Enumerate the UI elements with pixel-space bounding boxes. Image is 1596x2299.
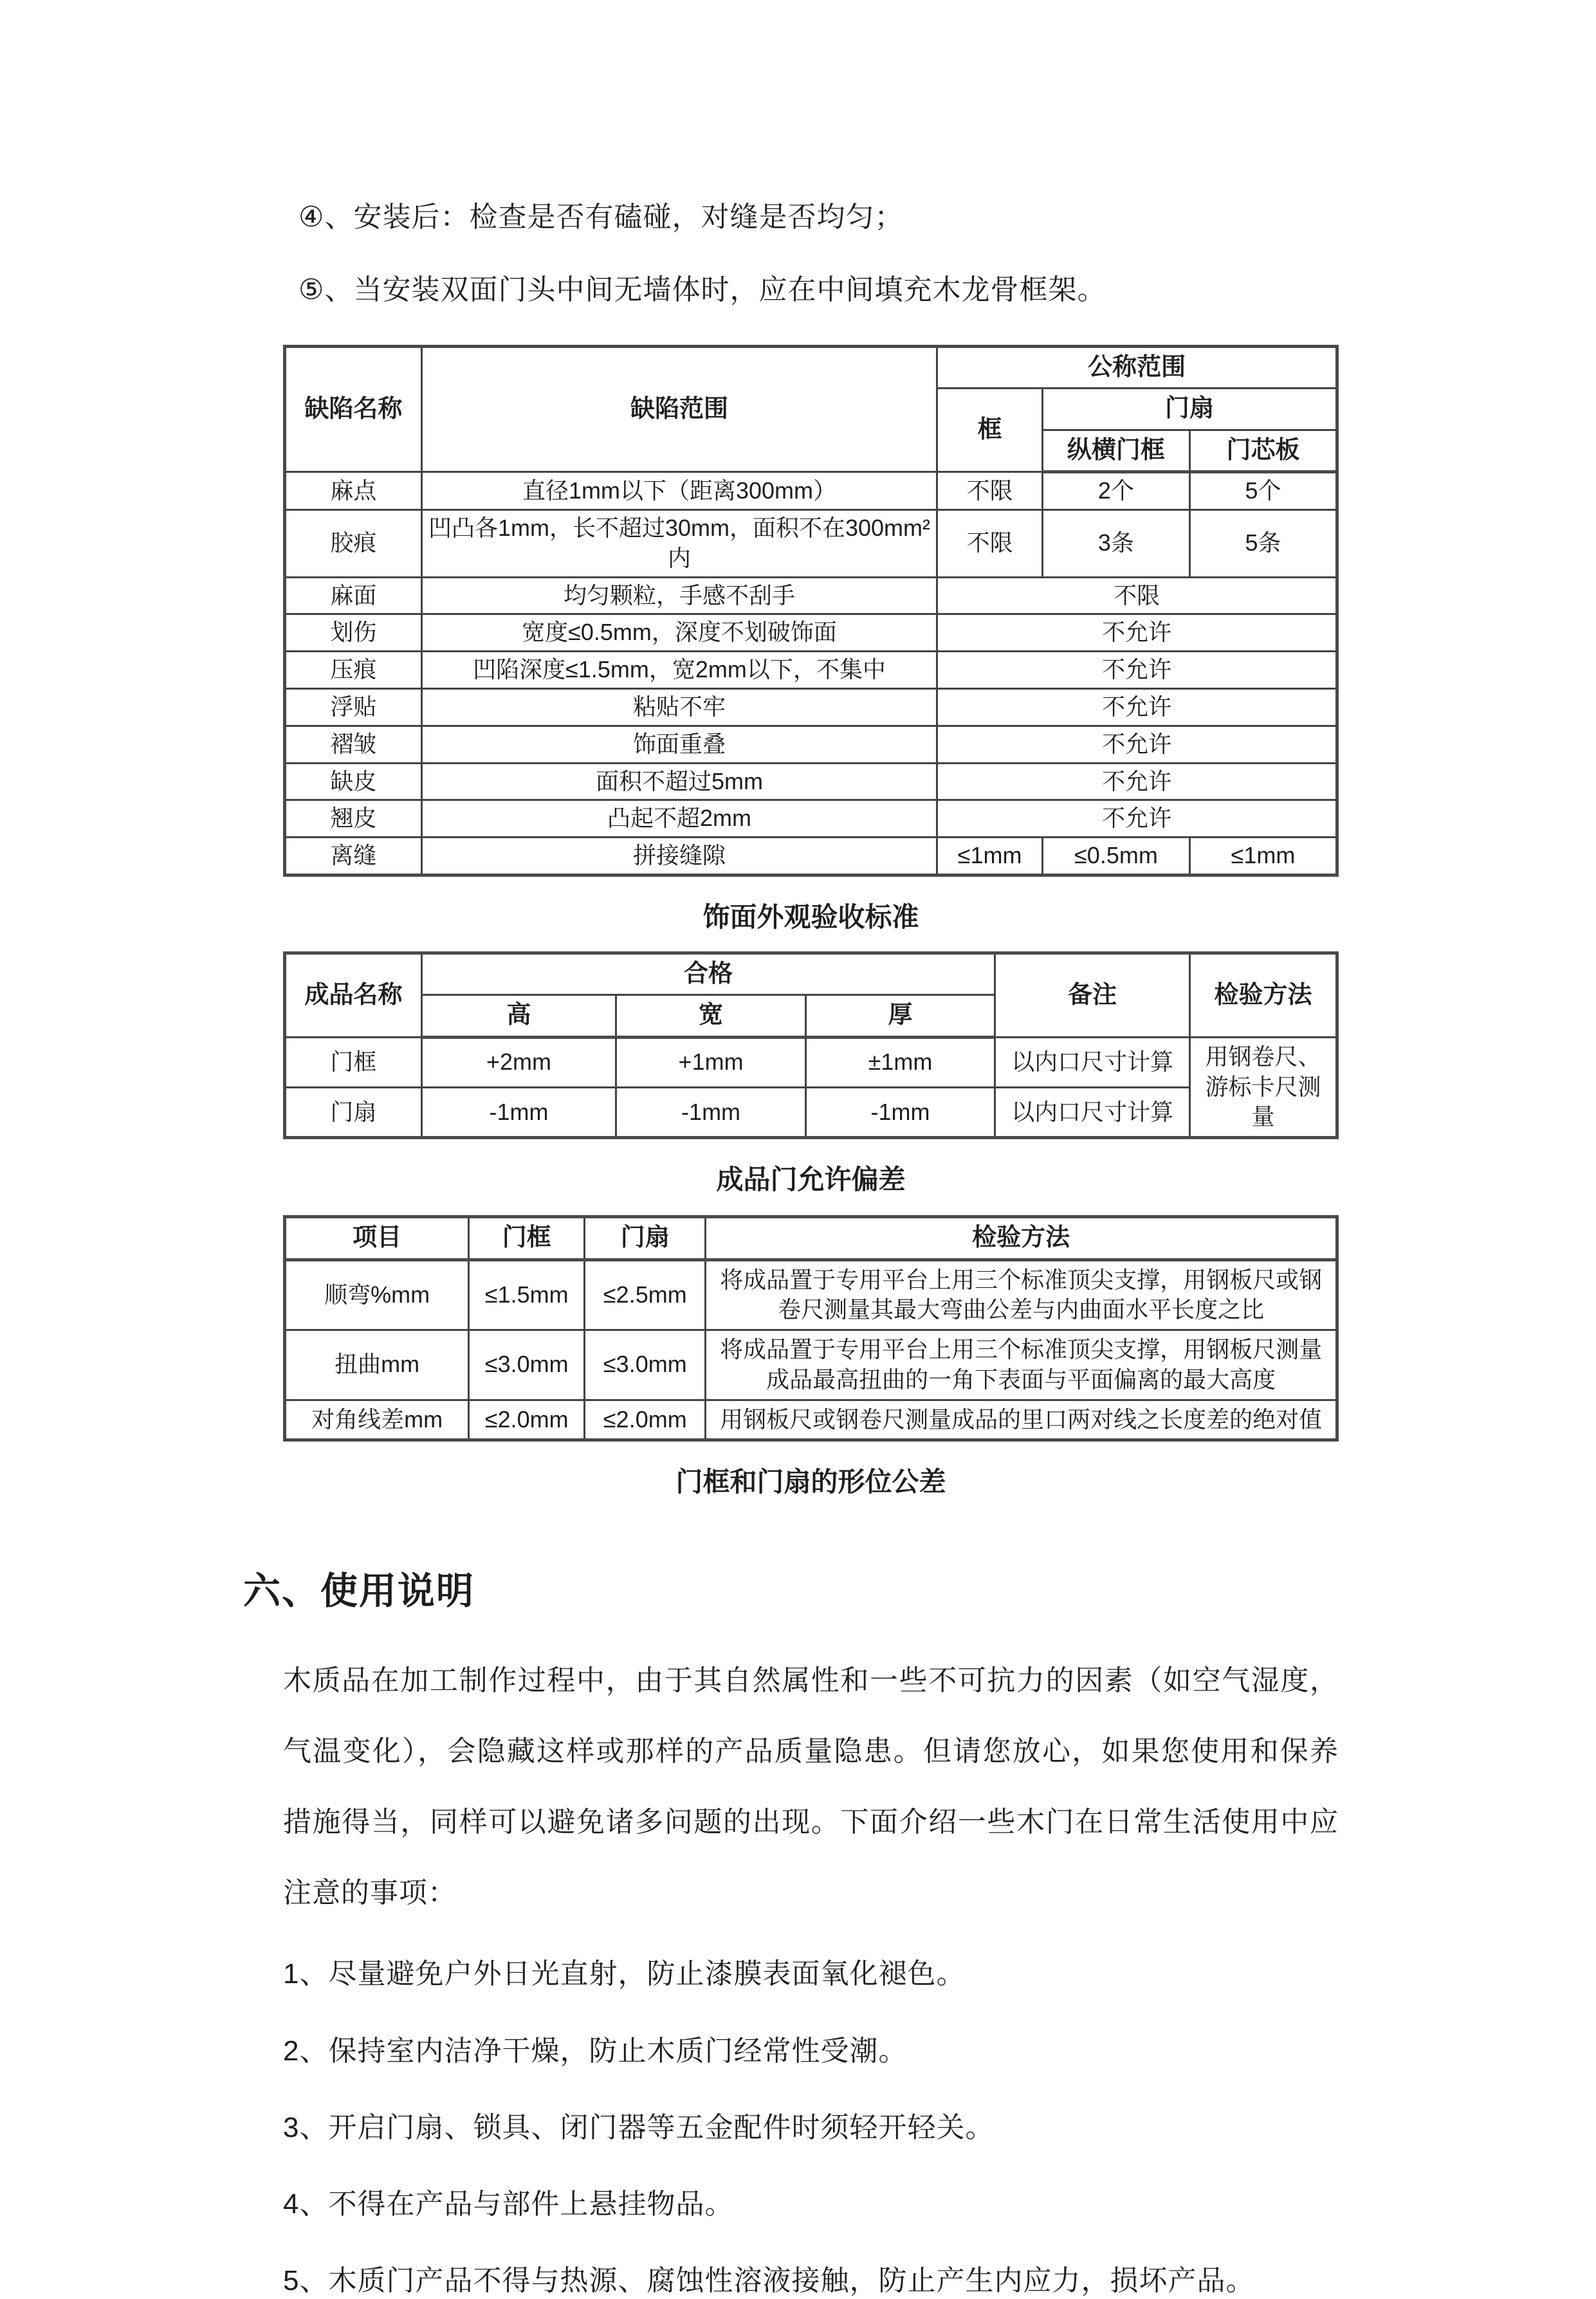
table-row	[285, 763, 1337, 800]
usage-paragraph: 木质品在加工制作过程中，由于其自然属性和一些不可抗力的因素（如空气湿度，气温变化），会隐藏这样或那样的产品质量隐患。但请您放心，如果您使用和保养措施得当，同样可以避免诸多问题的出现。下面介绍一些木门在日常生活使用中应注意的事项：	[283, 1665, 1339, 1909]
defect-name-cell: 翘皮	[285, 800, 422, 838]
table-row	[285, 577, 1337, 614]
col-header-thickness: 厚	[805, 995, 995, 1037]
defect-range-cell: 粘贴不牢	[421, 688, 937, 726]
defect-name-cell: 缺皮	[285, 763, 422, 800]
note-cell: 以内口尺寸计算	[995, 1037, 1190, 1087]
defect-name-cell: 划伤	[285, 614, 422, 652]
table-row	[285, 652, 1337, 689]
leaf-value-cell: ≤2.0mm	[585, 1400, 706, 1440]
col-header-width: 宽	[616, 995, 805, 1037]
defect-range-cell: 直径1mm以下（距离300mm）	[421, 472, 937, 510]
thickness-value-cell: ±1mm	[805, 1037, 995, 1087]
vh-frame-value-cell: ≤0.5mm	[1042, 838, 1189, 875]
width-value-cell: +1mm	[616, 1037, 805, 1087]
defect-range-cell: 面积不超过5mm	[421, 763, 937, 800]
col-header-nominal-range: 公称范围	[937, 347, 1337, 389]
core-board-value-cell: ≤1mm	[1189, 838, 1337, 875]
col-header-method: 检验方法	[706, 1217, 1337, 1259]
item-cell: 扭曲mm	[285, 1330, 469, 1400]
vh-frame-value-cell: 2个	[1042, 472, 1189, 510]
core-board-value-cell: 5条	[1189, 509, 1337, 577]
height-value-cell: -1mm	[421, 1087, 616, 1137]
defect-range-cell: 宽度≤0.5mm，深度不划破饰面	[421, 614, 937, 652]
list-item: 4、不得在产品与部件上悬挂物品。	[283, 2188, 734, 2221]
table-row	[285, 614, 1337, 652]
method-cell: 用钢板尺或钢卷尺测量成品的里口两对线之长度差的绝对值	[706, 1400, 1337, 1440]
merged-value-cell: 不允许	[937, 726, 1337, 763]
core-board-value-cell: 5个	[1189, 472, 1337, 510]
col-header-leaf: 门扇	[585, 1217, 706, 1259]
vh-frame-value-cell: 3条	[1042, 509, 1189, 577]
defect-table-caption: 饰面外观验收标准	[702, 901, 919, 932]
table-row	[285, 800, 1337, 838]
merged-value-cell: 不允许	[937, 763, 1337, 800]
merged-value-cell: 不允许	[937, 652, 1337, 689]
defect-range-cell: 凹陷深度≤1.5mm，宽2mm以下，不集中	[421, 652, 937, 689]
frame-value-cell: 不限	[937, 509, 1043, 577]
form-tolerance-table	[283, 1215, 1339, 1442]
table-row	[285, 1259, 1337, 1330]
list-item: 2、保持室内洁净干燥，防止木质门经常性受潮。	[283, 2035, 908, 2067]
page-content	[243, 0, 1339, 2299]
method-cell: 用钢卷尺、游标卡尺测量	[1189, 1037, 1337, 1137]
merged-value-cell: 不限	[937, 577, 1337, 614]
defect-range-cell: 凹凸各1mm，长不超过30mm，面积不在300mm²内	[421, 509, 937, 577]
leaf-value-cell: ≤3.0mm	[585, 1330, 706, 1400]
defect-name-cell: 麻面	[285, 577, 422, 614]
table-row	[285, 1330, 1337, 1400]
table-row	[285, 688, 1337, 726]
col-header-defect-range: 缺陷范围	[421, 347, 937, 472]
defect-range-cell: 拼接缝隙	[421, 838, 937, 875]
defect-name-cell: 压痕	[285, 652, 422, 689]
col-header-frame: 框	[937, 389, 1043, 472]
table-row	[285, 1037, 1337, 1087]
defect-name-cell: 麻点	[285, 472, 422, 510]
note-cell: 以内口尺寸计算	[995, 1087, 1190, 1137]
thickness-value-cell: -1mm	[805, 1087, 995, 1137]
leaf-value-cell: ≤2.5mm	[585, 1259, 706, 1330]
col-header-frame: 门框	[469, 1217, 585, 1259]
frame-value-cell: ≤1mm	[937, 838, 1043, 875]
list-item: 1、尽量避免户外日光直射，防止漆膜表面氧化褪色。	[283, 1958, 966, 1990]
defect-range-cell: 凸起不超2mm	[421, 800, 937, 838]
item-cell: 顺弯%mm	[285, 1259, 469, 1330]
height-value-cell: +2mm	[421, 1037, 616, 1087]
col-header-item: 项目	[285, 1217, 469, 1259]
col-header-core-board: 门芯板	[1189, 430, 1337, 472]
col-header-product-name: 成品名称	[285, 953, 422, 1037]
defect-acceptance-table	[283, 345, 1339, 877]
method-cell: 将成品置于专用平台上用三个标准顶尖支撑，用钢板尺或钢卷尺测量其最大弯曲公差与内曲面水平长度之比	[706, 1259, 1337, 1330]
size-table-caption: 成品门允许偏差	[716, 1164, 906, 1195]
width-value-cell: -1mm	[616, 1087, 805, 1137]
list-item: 5、木质门产品不得与热源、腐蚀性溶液接触，防止产生内应力，损坏产品。	[283, 2265, 1255, 2297]
table-row	[285, 726, 1337, 763]
col-header-door-leaf: 门扇	[1042, 389, 1337, 430]
section-heading-usage: 六、使用说明	[243, 1570, 475, 1613]
defect-name-cell: 浮贴	[285, 688, 422, 726]
col-header-vh-frame: 纵横门框	[1042, 430, 1189, 472]
frame-value-cell: 不限	[937, 472, 1043, 510]
defect-name-cell: 离缝	[285, 838, 422, 875]
merged-value-cell: 不允许	[937, 800, 1337, 838]
table-row	[285, 509, 1337, 577]
col-header-defect-name: 缺陷名称	[285, 347, 422, 472]
defect-range-cell: 均匀颗粒，手感不刮手	[421, 577, 937, 614]
frame-value-cell: ≤2.0mm	[469, 1400, 585, 1440]
table-row	[285, 472, 1337, 510]
col-header-method: 检验方法	[1189, 953, 1337, 1037]
install-note-4: ④、安装后：检查是否有磕碰，对缝是否均匀；	[298, 201, 904, 233]
table-row	[285, 1400, 1337, 1440]
col-header-note: 备注	[995, 953, 1190, 1037]
col-header-pass: 合格	[421, 953, 995, 994]
frame-value-cell: ≤1.5mm	[469, 1259, 585, 1330]
defect-range-cell: 饰面重叠	[421, 726, 937, 763]
install-note-5: ⑤、当安装双面门头中间无墙体时，应在中间填充木龙骨框架。	[298, 274, 1106, 306]
defect-name-cell: 胶痕	[285, 509, 422, 577]
item-cell: 对角线差mm	[285, 1400, 469, 1440]
table-row	[285, 838, 1337, 875]
defect-name-cell: 褶皱	[285, 726, 422, 763]
list-item: 3、开启门扇、锁具、闭门器等五金配件时须轻开轻关。	[283, 2111, 995, 2143]
method-cell: 将成品置于专用平台上用三个标准顶尖支撑，用钢板尺测量成品最高扭曲的一角下表面与平面偏离的最大高度	[706, 1330, 1337, 1400]
form-table-caption: 门框和门扇的形位公差	[675, 1467, 946, 1498]
product-name-cell: 门框	[285, 1037, 422, 1087]
col-header-height: 高	[421, 995, 616, 1037]
merged-value-cell: 不允许	[937, 688, 1337, 726]
product-name-cell: 门扇	[285, 1087, 422, 1137]
table-row	[285, 1087, 1337, 1137]
usage-list	[283, 1956, 1339, 2299]
frame-value-cell: ≤3.0mm	[469, 1330, 585, 1400]
size-deviation-table	[283, 951, 1339, 1139]
merged-value-cell: 不允许	[937, 614, 1337, 652]
